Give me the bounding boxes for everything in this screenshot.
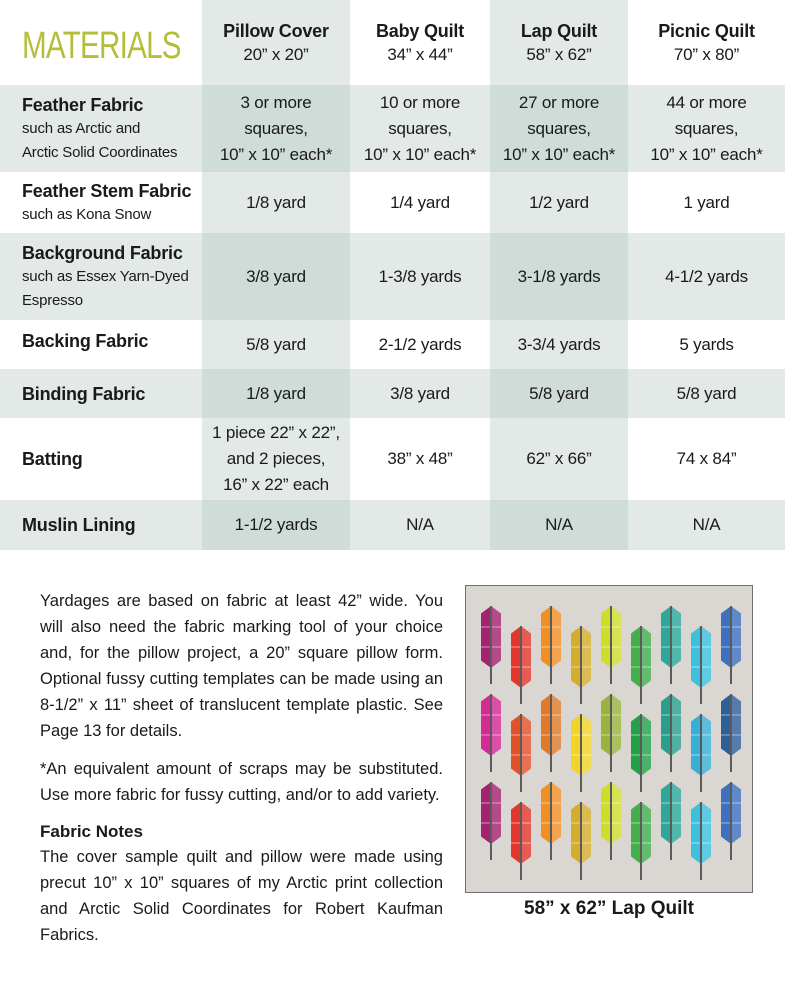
cell-text: 3/8 yard xyxy=(390,383,450,403)
row-title: Muslin Lining xyxy=(22,515,136,535)
quilt-caption: 58” x 62” Lap Quilt xyxy=(524,898,694,919)
cell-text: 74 x 84” xyxy=(676,449,737,468)
cell-text: N/A xyxy=(545,515,573,534)
fabric-notes-text: The cover sample quilt and pillow were made using precut 10” x 10” squares of my Arctic print collection and Arctic Solid Coordinates for Robert Kaufman Fabrics. xyxy=(40,848,443,944)
cell-text: 16” x 22” each xyxy=(223,475,329,494)
table-row-feather-stem-fabric xyxy=(0,172,785,233)
cell-text: 1/8 yard xyxy=(246,383,306,403)
table-cell xyxy=(350,172,490,233)
cell-text: 10” x 10” each* xyxy=(219,144,333,164)
table-cell xyxy=(202,320,350,369)
row-title: Feather Stem Fabric xyxy=(22,180,192,201)
cell-text: 10” x 10” each* xyxy=(650,144,763,164)
table-cell xyxy=(490,500,628,550)
cell-text: 1 piece 22” x 22”, xyxy=(212,423,340,442)
row-subtitle: such as Arctic and xyxy=(22,119,141,137)
row-label xyxy=(0,172,202,233)
fabric-notes-heading: Fabric Notes xyxy=(40,822,143,841)
cell-text: 10” x 10” each* xyxy=(502,144,616,164)
cell-text: 44 or more xyxy=(666,92,747,112)
table-cell xyxy=(202,369,350,418)
column-name: Lap Quilt xyxy=(520,20,598,41)
cell-text: squares, xyxy=(244,118,308,138)
column-size: 34” x 44” xyxy=(387,44,453,64)
table-row-binding-fabric xyxy=(0,369,785,418)
cell-text: 5/8 yard xyxy=(529,383,589,403)
yardage-note: Yardages are based on fabric at least 42” wide. You will also need the fabric marking tool of your choice and, for the pillow project, a 20” square pillow form. Optional fussy cutting templates can be made using an 8-1/2” x 11” sheet of translucent template plastic. See Page 13 for details. xyxy=(40,592,443,740)
column-name: Baby Quilt xyxy=(375,20,464,41)
column-header-lap xyxy=(490,0,628,85)
row-label xyxy=(0,369,202,418)
header-row xyxy=(0,0,785,85)
table-row-feather-fabric xyxy=(0,85,785,172)
cell-text: 3/8 yard xyxy=(246,266,306,286)
column-name: Picnic Quilt xyxy=(658,20,755,41)
table-cell xyxy=(628,172,785,233)
table-cell xyxy=(490,418,628,500)
column-size: 20” x 20” xyxy=(243,44,309,64)
cell-text: 4-1/2 yards xyxy=(665,266,748,286)
table-cell xyxy=(350,233,490,320)
table-row-background-fabric xyxy=(0,233,785,320)
column-header-baby xyxy=(350,0,490,85)
table-cell xyxy=(350,500,490,550)
row-label xyxy=(0,418,202,500)
column-header-pillow xyxy=(202,0,350,85)
table-cell xyxy=(350,369,490,418)
row-title: Background Fabric xyxy=(22,242,183,263)
cell-text: 5/8 yard xyxy=(246,334,306,354)
cell-text: 5 yards xyxy=(679,334,734,354)
row-label xyxy=(0,500,202,550)
row-label xyxy=(0,233,202,320)
lap-quilt-image xyxy=(465,585,753,893)
notes-section xyxy=(40,588,443,960)
row-title: Feather Fabric xyxy=(22,94,144,115)
table-cell xyxy=(628,418,785,500)
table-cell xyxy=(490,369,628,418)
cell-text: squares, xyxy=(674,118,739,138)
row-title: Binding Fabric xyxy=(22,383,146,404)
table-cell xyxy=(490,233,628,320)
cell-text: squares, xyxy=(388,118,452,138)
cell-text: 1 yard xyxy=(683,192,730,212)
row-title: Backing Fabric xyxy=(22,330,149,351)
cell-text: N/A xyxy=(692,515,721,534)
table-cell xyxy=(202,233,350,320)
row-subtitle: such as Kona Snow xyxy=(22,205,152,223)
table-cell xyxy=(490,320,628,369)
cell-text: N/A xyxy=(406,515,434,534)
table-cell xyxy=(628,369,785,418)
column-header-picnic xyxy=(628,0,785,85)
cell-text: 5/8 yard xyxy=(676,383,737,403)
column-size: 58” x 62” xyxy=(526,44,592,64)
row-label xyxy=(0,85,202,172)
table-cell xyxy=(202,500,350,550)
row-label xyxy=(0,320,202,369)
cell-text: 3 or more xyxy=(240,92,312,112)
cell-text: 38” x 48” xyxy=(387,449,453,468)
cell-text: 10” x 10” each* xyxy=(363,144,477,164)
scraps-note: *An equivalent amount of scraps may be substituted. Use more fabric for fussy cutting, and/or to add variety. xyxy=(40,760,443,804)
cell-text: 62” x 66” xyxy=(526,449,592,468)
cell-text: 10 or more xyxy=(379,92,461,112)
title-cell xyxy=(0,0,202,85)
table-cell xyxy=(350,320,490,369)
table-row-muslin-lining xyxy=(0,500,785,550)
page-title: MATERIALS xyxy=(22,24,181,67)
table-row-backing-fabric xyxy=(0,320,785,369)
cell-text: 1/2 yard xyxy=(529,192,589,212)
row-subtitle: Arctic Solid Coordinates xyxy=(22,143,178,161)
row-title: Batting xyxy=(22,449,83,469)
cell-text: 3-3/4 yards xyxy=(517,334,601,354)
table-cell xyxy=(628,233,785,320)
table-cell xyxy=(202,85,350,172)
table-row-batting xyxy=(0,418,785,500)
cell-text: 1-1/2 yards xyxy=(234,515,318,534)
cell-text: 3-1/8 yards xyxy=(517,266,601,286)
row-subtitle: Espresso xyxy=(22,291,83,309)
table-cell xyxy=(628,500,785,550)
table-cell xyxy=(350,85,490,172)
column-name: Pillow Cover xyxy=(223,20,329,41)
table-cell xyxy=(490,85,628,172)
table-cell xyxy=(350,418,490,500)
table-cell xyxy=(628,85,785,172)
table-cell xyxy=(628,320,785,369)
cell-text: 1/8 yard xyxy=(246,192,306,212)
cell-text: 1/4 yard xyxy=(390,192,450,212)
column-size: 70” x 80” xyxy=(673,44,740,64)
cell-text: 1-3/8 yards xyxy=(378,266,462,286)
cell-text: and 2 pieces, xyxy=(226,449,326,468)
cell-text: 27 or more xyxy=(518,92,600,112)
cell-text: 2-1/2 yards xyxy=(378,334,462,354)
table-cell xyxy=(490,172,628,233)
cell-text: squares, xyxy=(527,118,591,138)
table-cell xyxy=(202,172,350,233)
row-subtitle: such as Essex Yarn-Dyed xyxy=(22,267,189,285)
table-cell xyxy=(202,418,350,500)
